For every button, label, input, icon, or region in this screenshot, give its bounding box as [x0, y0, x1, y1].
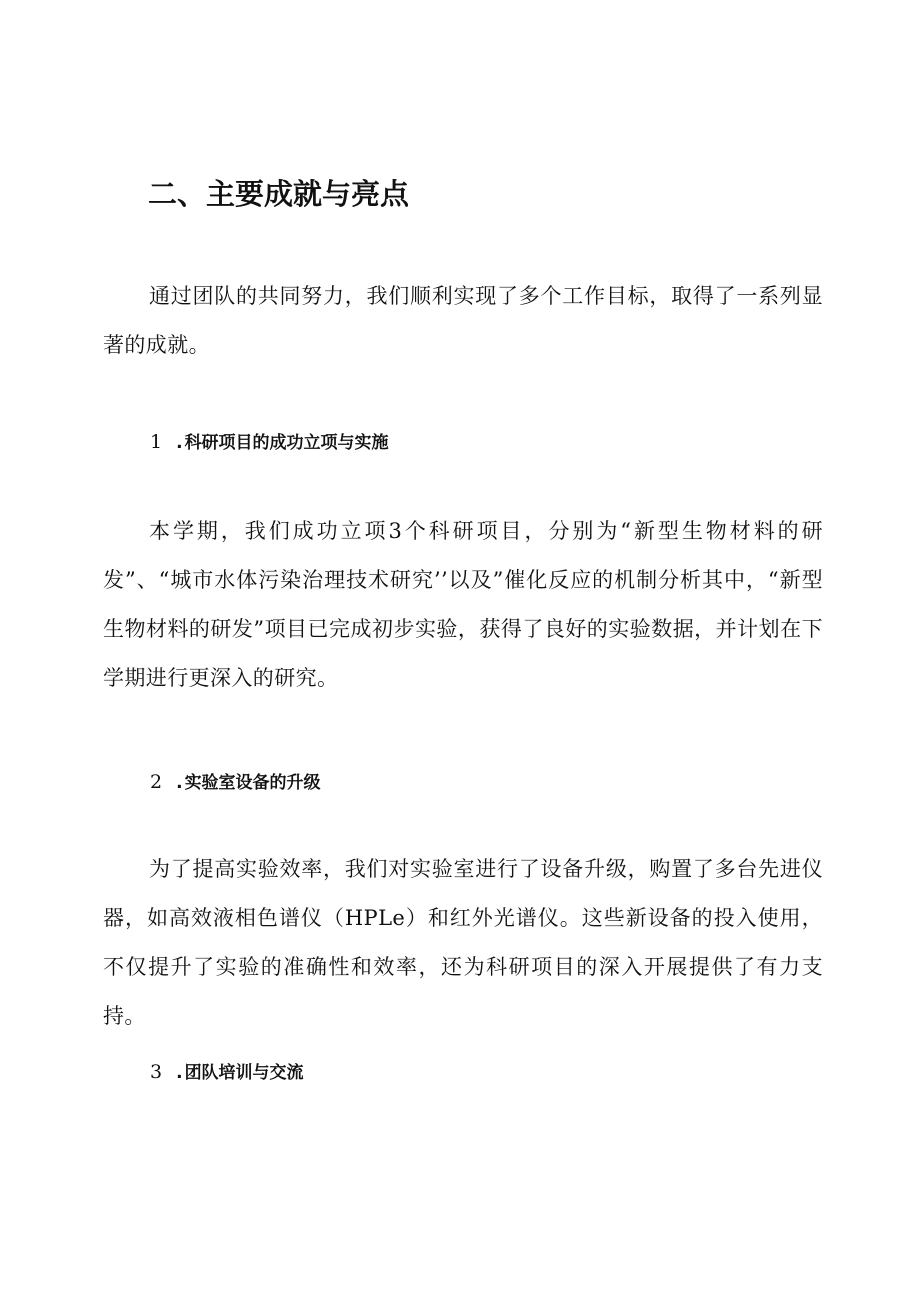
subsection-heading-1 — [150, 427, 389, 458]
subsection-dot: . — [176, 433, 183, 453]
section-2-paragraph: 为了提高实验效率，我们对实验室进行了设备升级，购置了多台先进仪器，如高效液相色谱仪（HPLe）和红外光谱仪。这些新设备的投入使用，不仅提升了实验的准确性和效率，还为科研项目的深入开展提供了有力支持。 — [103, 857, 823, 1028]
subsection-title: 科研项目的成功立项与实施 — [184, 433, 389, 453]
subsection-heading-2 — [150, 767, 321, 798]
subsection-dot: . — [176, 773, 183, 793]
intro-paragraph: 通过团队的共同努力，我们顺利实现了多个工作目标，取得了一系列显著的成就。 — [103, 284, 823, 357]
section-heading: 二、主要成就与亮点 — [148, 177, 410, 211]
subsection-number: 1 — [150, 431, 163, 453]
subsection-number: 2 — [150, 771, 163, 793]
subsection-title: 团队培训与交流 — [184, 1063, 304, 1083]
subsection-heading-3 — [150, 1057, 304, 1088]
subsection-dot: . — [176, 1063, 183, 1083]
section-1-paragraph: 本学期，我们成功立项3个科研项目，分别为“新型生物材料的研发”、“城市水体污染治理技术研究’’以及”催化反应的机制分析其中，“新型生物材料的研发”项目已完成初步实验，获得了良好的实验数据，并计划在下学期进行更深入的研究。 — [103, 519, 823, 690]
subsection-title: 实验室设备的升级 — [184, 773, 321, 793]
subsection-number: 3 — [150, 1061, 163, 1083]
